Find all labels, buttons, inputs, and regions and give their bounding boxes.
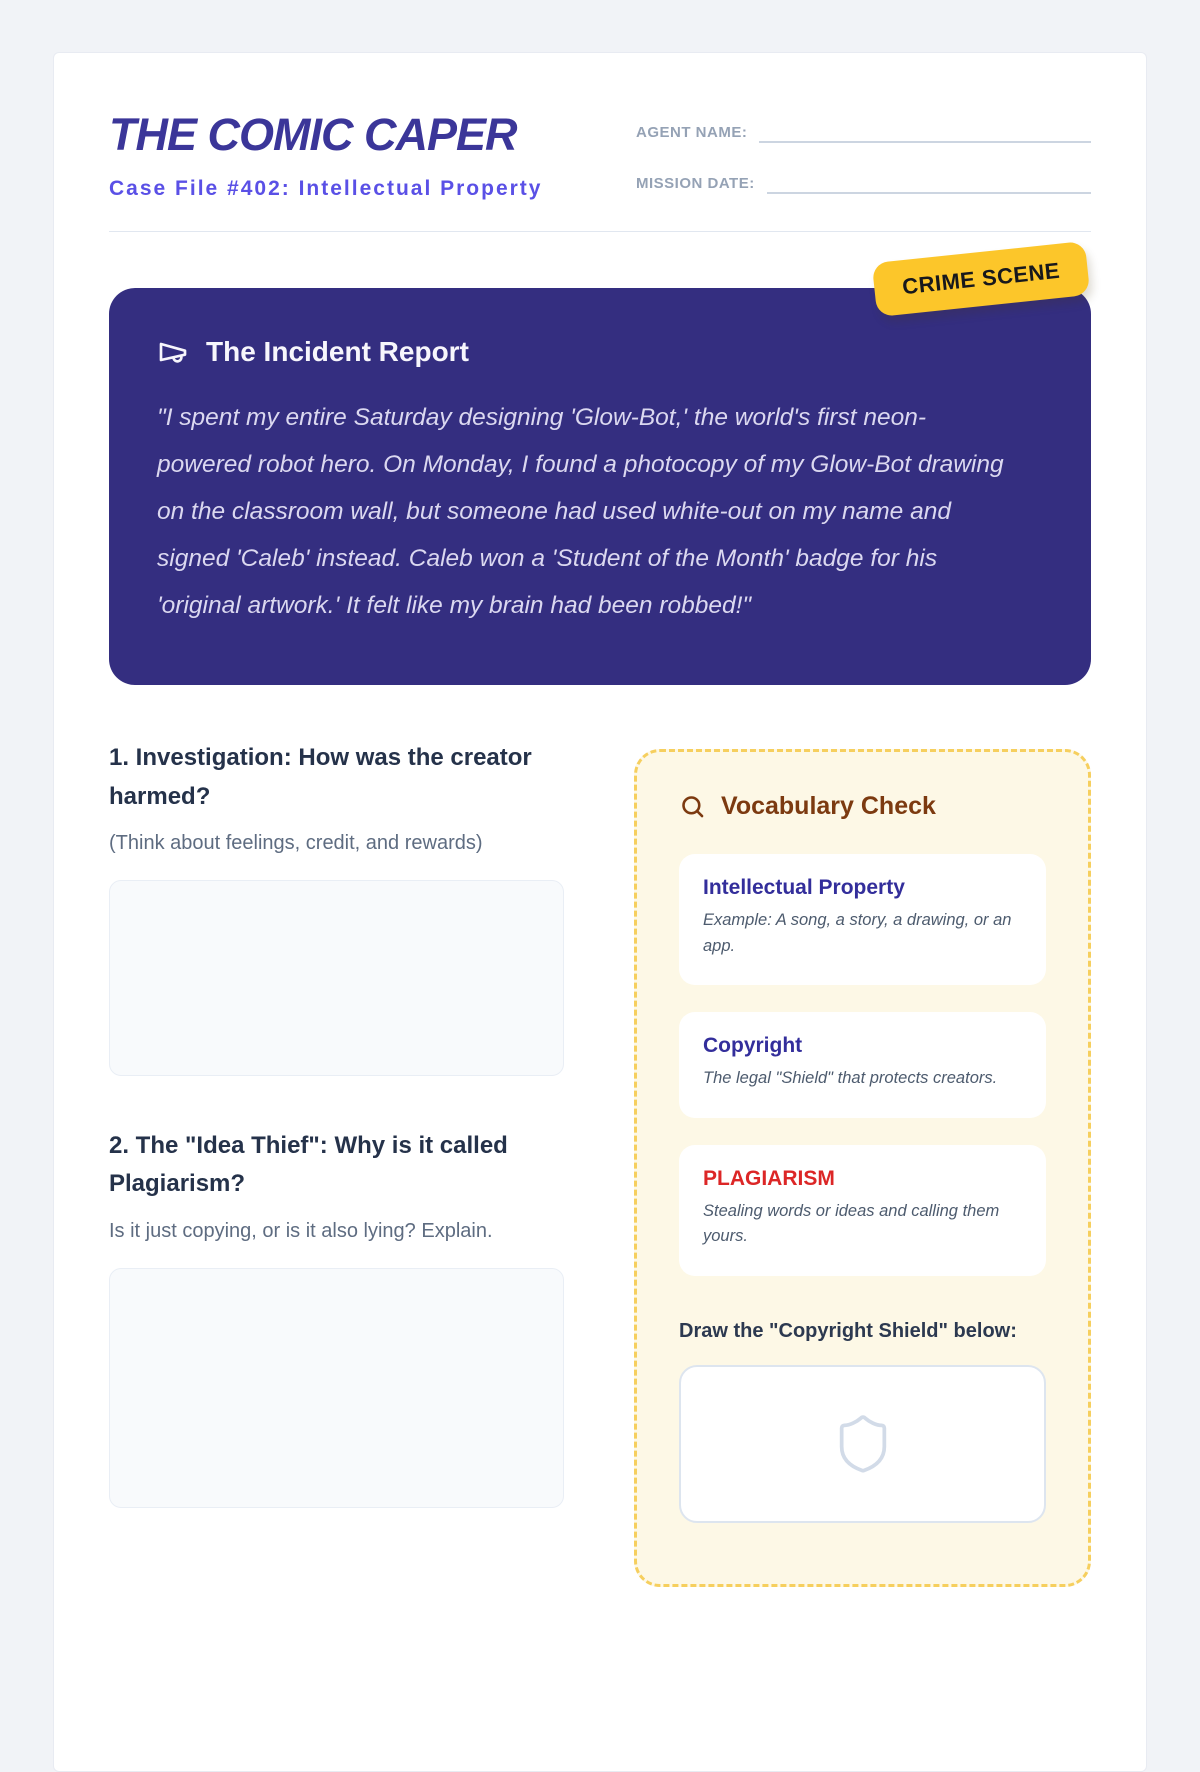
incident-report-title: The Incident Report (206, 336, 469, 367)
vocab-definition: Example: A song, a story, a drawing, or an app. (703, 911, 1012, 955)
worksheet-page (53, 52, 1147, 1772)
vocab-card-copyright (679, 1012, 1046, 1118)
incident-quote: "I spent my entire Saturday designing 'Glow-Bot,' the world's first neon-powered robot hero. On Monday, I found a photocopy of my Glow-Bot drawing on the classroom wall, but someone had used white-out on my name and signed 'Caleb' instead. Caleb won a 'Student of the Month' badge for his 'original artwork.' It felt like my brain had been robbed!" (157, 404, 1004, 620)
page-title: THE COMIC CAPER (109, 109, 517, 160)
main-content (109, 739, 1091, 1587)
question-2-answer-input[interactable] (109, 1268, 564, 1508)
vocabulary-check-title: Vocabulary Check (721, 792, 936, 821)
incident-report-header (157, 336, 1043, 368)
question-1-heading: 1. Investigation: How was the creator harmed? (109, 744, 532, 810)
incident-report-panel (109, 288, 1091, 685)
vocabulary-check-header (679, 792, 1046, 821)
question-1 (109, 739, 564, 1081)
vocabulary-check-panel (634, 749, 1091, 1587)
vocab-term: PLAGIARISM (703, 1166, 835, 1190)
agent-name-label: AGENT NAME: (636, 124, 748, 141)
vocab-term: Intellectual Property (703, 876, 905, 900)
question-1-hint: (Think about feelings, credit, and rewards) (109, 831, 483, 854)
header (109, 109, 1091, 201)
agent-name-input[interactable] (759, 119, 1091, 143)
shield-drawing-area[interactable] (679, 1365, 1046, 1523)
vocab-card-plagiarism (679, 1145, 1046, 1276)
question-2-heading: 2. The "Idea Thief": Why is it called Plagiarism? (109, 1131, 508, 1198)
draw-shield-label: Draw the "Copyright Shield" below: (679, 1319, 1017, 1342)
case-file-subtitle: Case File #402: Intellectual Property (109, 177, 543, 200)
mission-date-label: MISSION DATE: (636, 175, 755, 192)
vocab-definition: Stealing words or ideas and calling them yours. (703, 1201, 1000, 1246)
megaphone-icon (157, 336, 189, 368)
crime-scene-badge: CRIME SCENE (871, 241, 1090, 317)
agent-name-field (636, 119, 1091, 143)
mission-date-input[interactable] (767, 170, 1091, 194)
header-fields (636, 119, 1091, 201)
question-2-hint: Is it just copying, or is it also lying? Explain. (109, 1219, 493, 1242)
header-divider (109, 231, 1091, 232)
vocab-term: Copyright (703, 1034, 803, 1058)
mission-date-field (636, 170, 1091, 194)
vocab-definition: The legal "Shield" that protects creators. (703, 1069, 998, 1088)
questions-column (109, 739, 564, 1513)
shield-icon (831, 1412, 895, 1476)
question-2 (109, 1127, 564, 1513)
header-title-block (109, 109, 566, 201)
question-1-answer-input[interactable] (109, 880, 564, 1076)
incident-report-section (109, 257, 1091, 685)
search-icon (679, 793, 706, 820)
vocab-card-intellectual-property (679, 854, 1046, 985)
